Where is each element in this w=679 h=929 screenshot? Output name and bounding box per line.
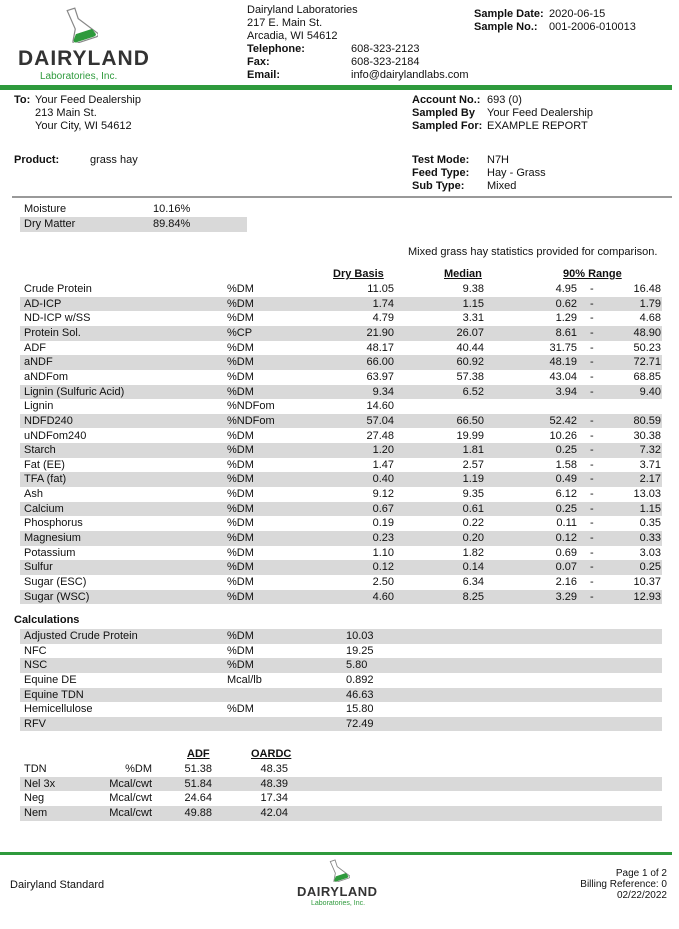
table-row	[20, 575, 662, 590]
table-row	[20, 673, 662, 688]
nutrient-name: TFA (fat)	[24, 473, 67, 486]
dry-basis-value: 0.19	[372, 517, 394, 530]
range-dash: -	[590, 341, 594, 354]
dry-basis-value: 11.05	[367, 283, 394, 295]
report-date: 02/22/2022	[616, 890, 667, 901]
sampled-for-value: EXAMPLE REPORT	[487, 120, 588, 132]
range-high-value: 4.68	[639, 312, 661, 325]
range-high-value: 48.90	[633, 326, 661, 339]
range-high-value: 72.71	[633, 356, 661, 369]
sampled-for-label: Sampled For:	[412, 120, 483, 132]
billing-reference: Billing Reference: 0	[580, 879, 667, 890]
range-high-value: 80.59	[633, 414, 661, 427]
energy-unit: Mcal/cwt	[109, 792, 152, 805]
range-low-value: 1.29	[555, 312, 577, 325]
sample-date-value: 2020-06-15	[549, 8, 606, 20]
table-row	[20, 326, 662, 341]
comparison-note: Mixed grass hay statistics provided for comparison.	[408, 246, 658, 258]
range-dash: -	[590, 561, 594, 574]
account-value: 693 (0)	[487, 94, 522, 106]
range-high-value: 0.25	[639, 561, 661, 574]
nutrient-unit: %NDFom	[227, 414, 275, 427]
median-value: 60.92	[456, 356, 484, 369]
dry-basis-value: 0.12	[372, 561, 394, 574]
dry-basis-value: 66.00	[366, 356, 394, 369]
calculation-name: Adjusted Crude Protein	[24, 630, 138, 642]
nutrient-name: Sugar (ESC)	[24, 576, 87, 588]
dry-matter-value: 89.84%	[153, 218, 191, 230]
flask-icon	[64, 5, 98, 43]
nutrient-unit: %DM	[227, 297, 254, 310]
product-value: grass hay	[90, 154, 138, 166]
calculation-name: Equine TDN	[24, 688, 84, 701]
range-high-value: 3.71	[639, 458, 661, 471]
range-dash: -	[590, 502, 594, 515]
nutrient-unit: %DM	[227, 502, 254, 515]
range-dash: -	[590, 283, 594, 295]
footer-divider	[0, 852, 672, 855]
range-low-value: 8.61	[555, 326, 577, 339]
table-row	[20, 762, 662, 777]
median-value: 8.25	[462, 590, 484, 603]
nutrient-unit: %DM	[227, 590, 254, 603]
product-label: Product:	[14, 154, 60, 166]
median-value: 1.19	[462, 473, 484, 486]
nutrient-unit: %DM	[227, 561, 254, 574]
footer-right	[580, 868, 667, 901]
to-address	[35, 94, 141, 133]
nutrient-name: aNDF	[24, 356, 53, 369]
table-row	[20, 806, 662, 821]
calculation-value: 5.80	[346, 659, 368, 672]
test-mode-label: Test Mode:	[412, 154, 470, 166]
range-dash: -	[590, 473, 594, 486]
logo-subtitle: Laboratories, Inc.	[40, 71, 118, 82]
median-value: 9.38	[462, 283, 484, 295]
energy-adf-value: 51.38	[184, 763, 212, 775]
range-low-value: 0.07	[555, 561, 577, 574]
nutrient-unit: %DM	[227, 312, 254, 325]
account-label: Account No.:	[412, 94, 481, 106]
to-label: To:	[14, 94, 31, 106]
nutrient-name: AD-ICP	[24, 297, 62, 310]
nutrient-unit: %DM	[227, 444, 254, 457]
dry-basis-value: 9.12	[372, 488, 394, 501]
range-dash: -	[590, 429, 594, 442]
calculations-title: Calculations	[14, 614, 80, 626]
nutrient-unit: %CP	[227, 326, 253, 339]
table-row	[20, 429, 662, 444]
median-value: 19.99	[456, 429, 484, 442]
range-high-value: 0.35	[639, 517, 661, 530]
median-value: 0.14	[462, 561, 484, 574]
table-row	[20, 414, 662, 429]
energy-name: Nel 3x	[24, 777, 56, 790]
lab-name: Dairyland Laboratories	[247, 4, 358, 16]
table-row	[20, 341, 662, 356]
calculation-value: 0.892	[346, 673, 374, 686]
range-high-value: 13.03	[633, 488, 661, 501]
energy-name: Neg	[24, 792, 45, 805]
range-dash: -	[590, 326, 594, 339]
range-dash: -	[590, 385, 594, 398]
table-row	[20, 717, 662, 732]
nutrient-name: ADF	[24, 341, 46, 354]
lab-address-block	[247, 4, 358, 43]
median-value: 0.20	[462, 532, 484, 545]
range-dash: -	[590, 546, 594, 559]
dry-matter-name: Dry Matter	[24, 218, 76, 230]
nutrient-unit: %DM	[227, 458, 254, 471]
calculation-name: RFV	[24, 717, 46, 730]
calculation-value: 10.03	[346, 630, 374, 642]
table-row	[20, 658, 662, 673]
nutrient-name: Sulfur	[24, 561, 53, 574]
median-value: 6.52	[462, 385, 484, 398]
median-value: 3.31	[462, 312, 484, 325]
range-low-value: 2.16	[555, 576, 577, 588]
adf-header: ADF	[187, 748, 210, 760]
median-value: 1.15	[462, 297, 484, 310]
calculation-unit: %DM	[227, 630, 254, 642]
table-row	[20, 560, 662, 575]
footer-logo	[295, 858, 395, 913]
range-low-value: 52.42	[549, 414, 577, 427]
table-row	[20, 502, 662, 517]
range-low-value: 0.25	[555, 502, 577, 515]
range-low-value: 3.29	[555, 590, 577, 603]
calculation-name: NFC	[24, 644, 47, 657]
median-value: 57.38	[456, 370, 484, 383]
moisture-row	[20, 202, 247, 217]
energy-oardc-value: 42.04	[260, 806, 288, 819]
nutrient-name: NDFD240	[24, 414, 73, 427]
fax-value: 608-323-2184	[351, 56, 420, 68]
range-high-value: 16.48	[633, 283, 661, 295]
nutrient-name: uNDFom240	[24, 429, 87, 442]
range-high-value: 3.03	[639, 546, 661, 559]
to-line2: 213 Main St.	[35, 107, 97, 119]
nutrient-name: Phosphorus	[24, 517, 83, 530]
nutrient-unit: %DM	[227, 473, 254, 486]
dry-basis-value: 63.97	[366, 370, 394, 383]
median-value: 6.34	[462, 576, 484, 588]
header-logo	[18, 5, 150, 83]
calculation-unit: %DM	[227, 644, 254, 657]
nutrient-name: Protein Sol.	[24, 326, 81, 339]
table-row	[20, 355, 662, 370]
telephone-value: 608-323-2123	[351, 43, 420, 55]
range-high-value: 68.85	[633, 370, 661, 383]
sub-type-value: Mixed	[487, 180, 517, 192]
calculation-value: 19.25	[346, 644, 374, 657]
range-dash: -	[590, 444, 594, 457]
flask-icon	[328, 858, 350, 882]
nutrient-unit: %DM	[227, 341, 254, 354]
nutrient-name: Ash	[24, 488, 43, 501]
median-value: 9.35	[462, 488, 484, 501]
median-value: 0.61	[462, 502, 484, 515]
nutrient-unit: %DM	[227, 385, 254, 398]
to-line1: Your Feed Dealership	[35, 94, 141, 106]
nutrient-name: aNDFom	[24, 370, 69, 383]
table-row	[20, 777, 662, 792]
table-row	[20, 472, 662, 487]
nutrient-name: Lignin	[24, 400, 54, 413]
dry-matter-row	[20, 217, 247, 232]
dry-basis-value: 0.67	[372, 502, 394, 515]
table-row	[20, 297, 662, 312]
calculation-unit: %DM	[227, 659, 254, 672]
fax-label: Fax:	[247, 56, 270, 68]
footer-logo-wordmark: DAIRYLAND	[297, 884, 378, 899]
sampled-by-label: Sampled By	[412, 107, 475, 119]
range-high-value: 10.37	[633, 576, 661, 588]
table-row	[20, 546, 662, 561]
dry-basis-value: 0.23	[372, 532, 394, 545]
dry-basis-value: 9.34	[372, 385, 394, 398]
moisture-value: 10.16%	[153, 203, 191, 215]
range-low-value: 0.11	[556, 517, 577, 530]
range-dash: -	[590, 517, 594, 530]
table-row	[20, 590, 662, 605]
footer-logo-subtitle: Laboratories, Inc.	[311, 900, 366, 907]
table-row	[20, 370, 662, 385]
calculation-name: Equine DE	[24, 673, 77, 686]
range-high-value: 7.32	[639, 444, 661, 457]
header-divider	[0, 85, 672, 90]
range-low-value: 0.12	[555, 532, 577, 545]
nutrient-unit: %DM	[227, 532, 254, 545]
range-high-value: 12.93	[633, 590, 661, 603]
calculation-value: 72.49	[346, 717, 374, 730]
table-row	[20, 531, 662, 546]
logo-wordmark: DAIRYLAND	[18, 47, 150, 70]
range-low-value: 43.04	[549, 370, 577, 383]
range-low-value: 3.94	[555, 385, 577, 398]
table-row	[20, 385, 662, 400]
median-value: 26.07	[456, 326, 484, 339]
range-dash: -	[590, 488, 594, 501]
range-low-value: 1.58	[555, 458, 577, 471]
feed-type-label: Feed Type:	[412, 167, 470, 179]
range-low-value: 48.19	[549, 356, 577, 369]
dry-basis-value: 57.04	[366, 414, 394, 427]
table-row	[20, 487, 662, 502]
to-line3: Your City, WI 54612	[35, 120, 132, 132]
range-low-value: 31.75	[549, 341, 577, 354]
telephone-label: Telephone:	[247, 43, 305, 55]
page-number: Page 1 of 2	[615, 868, 667, 879]
dry-basis-header: Dry Basis	[333, 268, 384, 280]
range-high-value: 2.17	[639, 473, 661, 486]
moisture-name: Moisture	[24, 203, 67, 215]
calculation-name: NSC	[24, 659, 48, 672]
range-dash: -	[590, 297, 594, 310]
range-low-value: 10.26	[549, 429, 577, 442]
dry-basis-value: 4.60	[372, 590, 394, 603]
range-dash: -	[590, 576, 594, 588]
energy-adf-value: 49.88	[184, 806, 212, 819]
table-row	[20, 282, 662, 297]
dry-basis-value: 1.20	[372, 444, 394, 457]
email-label: Email:	[247, 69, 281, 81]
nutrient-unit: %DM	[227, 370, 254, 383]
range-high-value: 1.15	[639, 502, 661, 515]
range-low-value: 0.49	[555, 473, 577, 486]
table-row	[20, 791, 662, 806]
nutrient-unit: %DM	[227, 283, 254, 295]
dry-basis-value: 4.79	[372, 312, 394, 325]
calculation-value: 15.80	[346, 703, 374, 716]
range-low-value: 0.62	[555, 297, 577, 310]
nutrient-name: Magnesium	[24, 532, 81, 545]
dry-basis-value: 27.48	[366, 429, 394, 442]
table-row	[20, 458, 662, 473]
energy-adf-value: 24.64	[184, 792, 212, 805]
energy-oardc-value: 17.34	[260, 792, 288, 805]
nutrient-unit: %DM	[227, 546, 254, 559]
nutrient-name: Calcium	[24, 502, 64, 515]
nutrient-unit: %NDFom	[227, 400, 275, 413]
table-row	[20, 702, 662, 717]
median-value: 2.57	[462, 458, 484, 471]
range-dash: -	[590, 370, 594, 383]
energy-unit: Mcal/cwt	[109, 806, 152, 819]
nutrient-name: Crude Protein	[24, 283, 92, 295]
table-row	[20, 644, 662, 659]
range-dash: -	[590, 356, 594, 369]
median-value: 1.82	[462, 546, 484, 559]
energy-oardc-value: 48.39	[260, 777, 288, 790]
range-high-value: 30.38	[633, 429, 661, 442]
table-row	[20, 311, 662, 326]
nutrient-name: Lignin (Sulfuric Acid)	[24, 385, 125, 398]
nutrient-name: ND-ICP w/SS	[24, 312, 91, 325]
energy-adf-value: 51.84	[184, 777, 212, 790]
median-value: 66.50	[456, 414, 484, 427]
lab-address1: 217 E. Main St.	[247, 17, 323, 29]
footer-left-text: Dairyland Standard	[10, 879, 105, 891]
median-value: 40.44	[456, 341, 484, 354]
dry-basis-value: 21.90	[366, 326, 394, 339]
sampled-by-value: Your Feed Dealership	[487, 107, 593, 119]
lab-address2: Arcadia, WI 54612	[247, 30, 338, 42]
nutrient-unit: %DM	[227, 488, 254, 501]
nutrient-name: Potassium	[24, 546, 76, 559]
sample-no-label: Sample No.:	[474, 21, 538, 33]
calculation-unit: %DM	[227, 703, 254, 716]
oardc-header: OARDC	[251, 748, 292, 760]
range-dash: -	[590, 312, 594, 325]
table-row	[20, 399, 662, 414]
range-low-value: 4.95	[555, 283, 577, 295]
sample-date-label: Sample Date:	[474, 8, 544, 20]
calculation-name: Hemicellulose	[24, 703, 93, 716]
energy-unit: Mcal/cwt	[109, 777, 152, 790]
calculation-value: 46.63	[346, 688, 374, 701]
range-high-value: 9.40	[639, 385, 661, 398]
range-dash: -	[590, 414, 594, 427]
nutrient-name: Fat (EE)	[24, 458, 65, 471]
energy-name: TDN	[24, 763, 47, 775]
range-low-value: 0.69	[555, 546, 577, 559]
range-high-value: 50.23	[633, 341, 661, 354]
dry-basis-value: 14.60	[366, 400, 394, 413]
dry-basis-value: 48.17	[366, 341, 394, 354]
range-high-value: 0.33	[639, 532, 661, 545]
dry-basis-value: 2.50	[372, 576, 394, 588]
nutrient-name: Sugar (WSC)	[24, 590, 90, 603]
sub-type-label: Sub Type:	[412, 180, 465, 192]
nutrient-unit: %DM	[227, 517, 254, 530]
energy-oardc-value: 48.35	[260, 763, 288, 775]
nutrient-unit: %DM	[227, 429, 254, 442]
feed-type-value: Hay - Grass	[487, 167, 546, 179]
energy-name: Nem	[24, 806, 48, 819]
table-row	[20, 443, 662, 458]
median-header: Median	[444, 268, 482, 280]
email-value: info@dairylandlabs.com	[351, 69, 469, 81]
nutrient-unit: %DM	[227, 576, 254, 588]
dry-basis-value: 1.10	[372, 546, 394, 559]
table-row	[20, 516, 662, 531]
energy-unit: %DM	[125, 763, 152, 775]
dry-basis-value: 0.40	[372, 473, 394, 486]
range-dash: -	[590, 590, 594, 603]
dry-basis-value: 1.47	[372, 458, 394, 471]
range-low-value: 6.12	[555, 488, 577, 501]
range-low-value: 0.25	[555, 444, 577, 457]
calculation-unit: Mcal/lb	[227, 673, 262, 686]
nutrient-unit: %DM	[227, 356, 254, 369]
nutrient-name: Starch	[24, 444, 56, 457]
test-mode-value: N7H	[487, 154, 510, 166]
range-header: 90% Range	[563, 268, 622, 280]
range-dash: -	[590, 458, 594, 471]
range-high-value: 1.79	[639, 297, 661, 310]
sample-no-value: 001-2006-010013	[549, 21, 636, 33]
dry-basis-value: 1.74	[372, 297, 394, 310]
median-value: 1.81	[462, 444, 484, 457]
table-row	[20, 688, 662, 703]
product-divider	[12, 196, 672, 198]
table-row	[20, 629, 662, 644]
median-value: 0.22	[462, 517, 484, 530]
range-dash: -	[590, 532, 594, 545]
